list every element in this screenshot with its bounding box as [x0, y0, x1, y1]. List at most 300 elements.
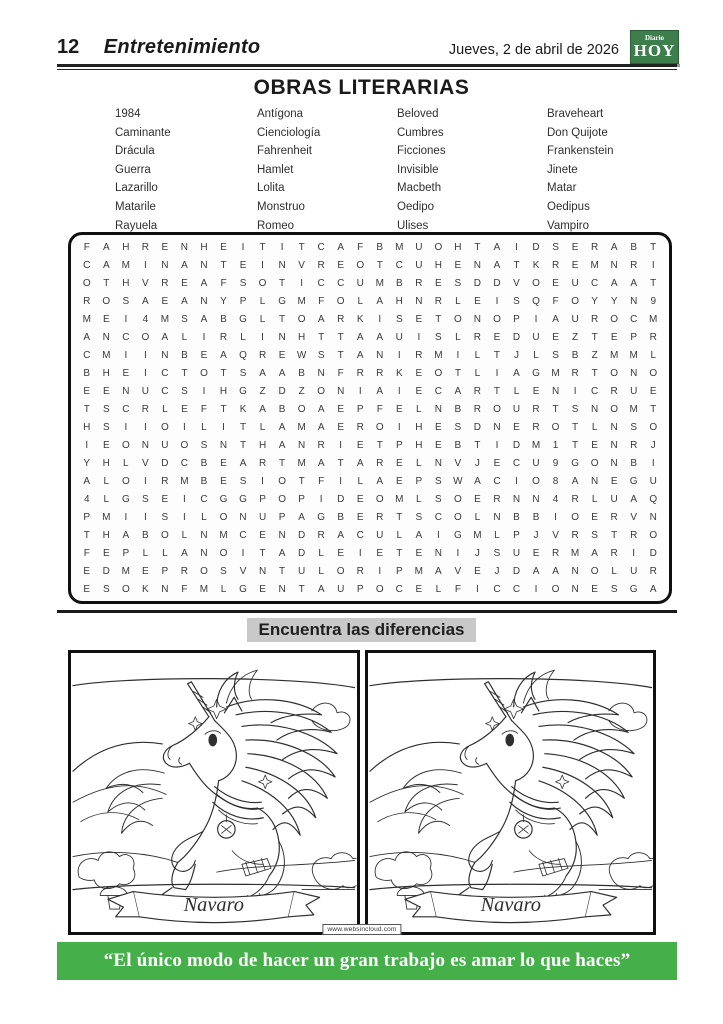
grid-letter: I — [241, 241, 245, 253]
grid-letter: R — [161, 475, 169, 487]
grid-letter: N — [278, 331, 286, 343]
grid-letter: N — [571, 583, 579, 595]
grid-letter: M — [551, 367, 560, 379]
grid-letter: 9 — [552, 457, 559, 469]
grid-letter: S — [220, 565, 227, 577]
quote-bar — [57, 942, 677, 980]
grid-letter: C — [161, 367, 169, 379]
grid-letter: O — [121, 475, 130, 487]
grid-letter: M — [160, 313, 170, 325]
grid-letter: S — [415, 511, 423, 523]
grid-letter: E — [395, 475, 403, 487]
grid-letter: H — [258, 439, 267, 451]
grid-letter: A — [317, 583, 325, 595]
word-item: Monstruo — [257, 200, 305, 213]
grid-letter: T — [220, 403, 227, 415]
grid-letter: 1 — [552, 439, 559, 451]
grid-letter: N — [571, 565, 579, 577]
grid-letter: M — [297, 421, 306, 433]
grid-letter: H — [434, 259, 442, 271]
grid-letter: T — [279, 313, 286, 325]
grid-letter: A — [317, 421, 325, 433]
grid-letter: I — [358, 547, 362, 559]
grid-letter: S — [552, 349, 559, 361]
grid-letter: R — [356, 367, 364, 379]
grid-letter: B — [83, 367, 91, 379]
grid-letter: D — [473, 277, 482, 289]
grid-letter: N — [434, 547, 442, 559]
grid-letter: T — [83, 529, 90, 541]
grid-letter: Z — [591, 349, 598, 361]
grid-letter: V — [298, 259, 305, 271]
grid-letter: R — [356, 565, 364, 577]
grid-letter: U — [356, 277, 364, 289]
grid-letter: A — [278, 421, 286, 433]
grid-letter: L — [494, 529, 500, 541]
grid-letter: O — [102, 295, 111, 307]
grid-letter: R — [376, 457, 384, 469]
grid-letter: U — [337, 583, 345, 595]
grid-letter: N — [141, 439, 149, 451]
grid-letter: A — [532, 565, 540, 577]
grid-letter: I — [436, 529, 440, 541]
grid-letter: I — [241, 547, 245, 559]
grid-letter: C — [317, 277, 325, 289]
grid-letter: I — [319, 493, 323, 505]
grid-letter: I — [651, 259, 655, 271]
logo-top-text: Diario — [644, 34, 665, 42]
grid-letter: A — [610, 277, 618, 289]
word-column — [547, 105, 613, 235]
grid-letter: N — [532, 493, 540, 505]
grid-letter: L — [259, 421, 266, 433]
grid-letter: N — [200, 547, 208, 559]
grid-letter: R — [473, 403, 482, 415]
grid-letter: O — [161, 529, 169, 541]
grid-letter: P — [298, 493, 305, 505]
grid-letter: A — [161, 331, 169, 343]
grid-letter: T — [650, 403, 657, 415]
grid-letter: M — [590, 259, 599, 271]
wordsearch-grid-frame — [68, 232, 672, 604]
grid-letter: T — [318, 331, 325, 343]
grid-letter: I — [183, 493, 186, 505]
grid-letter: Y — [220, 295, 227, 307]
grid-letter: J — [513, 349, 519, 361]
header-rule-thick — [57, 64, 677, 67]
word-item: Caminante — [115, 126, 171, 139]
grid-letter: N — [610, 439, 618, 451]
grid-letter: A — [552, 313, 559, 325]
grid-letter: R — [161, 277, 169, 289]
word-item: Beloved — [397, 108, 439, 120]
grid-letter: A — [83, 475, 91, 487]
grid-letter: S — [454, 421, 462, 433]
grid-letter: T — [493, 385, 500, 397]
grid-letter: N — [493, 511, 501, 523]
grid-letter: E — [122, 367, 130, 379]
grid-letter: O — [571, 295, 579, 307]
grid-letter: P — [356, 583, 364, 595]
grid-letter: N — [610, 421, 618, 433]
grid-letter: R — [415, 349, 423, 361]
grid-letter: P — [356, 403, 364, 415]
grid-letter: H — [83, 421, 91, 433]
grid-letter: A — [356, 457, 364, 469]
grid-letter: M — [570, 547, 580, 559]
grid-letter: R — [83, 295, 91, 307]
grid-letter: L — [201, 421, 207, 433]
grid-letter: L — [357, 295, 363, 307]
grid-letter: O — [434, 367, 443, 379]
grid-letter: T — [650, 241, 657, 253]
grid-letter: T — [259, 241, 266, 253]
grid-letter: N — [298, 439, 306, 451]
grid-letter: E — [649, 385, 657, 397]
word-item: Fahrenheit — [257, 145, 312, 158]
grid-letter: D — [102, 565, 110, 577]
grid-letter: E — [395, 457, 403, 469]
grid-letter: E — [337, 547, 345, 559]
section-title: Entretenimiento — [103, 36, 261, 58]
grid-letter: M — [121, 259, 130, 271]
differences-title: Encuentra las diferencias — [247, 618, 477, 642]
grid-letter: N — [337, 385, 345, 397]
grid-letter: O — [317, 385, 326, 397]
grid-letter: A — [181, 547, 188, 559]
word-item: Ficciones — [397, 145, 446, 158]
grid-letter: T — [337, 457, 344, 469]
grid-letter: S — [513, 295, 520, 307]
grid-letter: E — [356, 439, 364, 451]
grid-letter: N — [591, 403, 599, 415]
grid-letter: M — [180, 475, 189, 487]
grid-letter: R — [493, 493, 501, 505]
word-item: Vampiro — [547, 219, 589, 232]
grid-letter: O — [161, 421, 169, 433]
banner-text-left: Navaro — [183, 893, 244, 916]
grid-letter: H — [122, 241, 130, 253]
grid-letter: O — [610, 367, 619, 379]
grid-letter: Z — [259, 385, 266, 397]
grid-letter: E — [259, 529, 266, 541]
grid-letter: E — [337, 421, 345, 433]
grid-letter: Q — [649, 493, 658, 505]
grid-letter: I — [417, 331, 421, 343]
grid-letter: O — [649, 529, 658, 541]
grid-letter: N — [473, 259, 482, 271]
grid-letter: N — [434, 403, 442, 415]
grid-letter: O — [551, 583, 560, 595]
grid-letter: R — [630, 529, 638, 541]
grid-letter: N — [161, 259, 169, 271]
grid-letter: D — [512, 331, 521, 343]
grid-letter: E — [102, 385, 110, 397]
grid-letter: H — [395, 295, 403, 307]
grid-letter: A — [630, 277, 638, 289]
grid-letter: T — [279, 565, 286, 577]
grid-letter: G — [571, 457, 579, 469]
grid-letter: U — [415, 241, 423, 253]
grid-letter: F — [318, 475, 325, 487]
grid-letter: B — [220, 313, 227, 325]
grid-letter: S — [435, 331, 442, 343]
grid-letter: S — [435, 493, 442, 505]
grid-letter: S — [161, 511, 169, 523]
grid-letter: O — [571, 511, 579, 523]
grid-letter: A — [102, 241, 110, 253]
grid-letter: E — [259, 583, 266, 595]
grid-letter: N — [278, 259, 286, 271]
grid-letter: E — [376, 547, 384, 559]
grid-letter: N — [317, 367, 325, 379]
grid-letter: E — [610, 475, 618, 487]
grid-letter: P — [630, 331, 638, 343]
grid-letter: S — [239, 367, 247, 379]
grid-letter: G — [629, 475, 638, 487]
grid-letter: T — [239, 421, 247, 433]
grid-letter: D — [512, 439, 521, 451]
grid-letter: I — [202, 385, 206, 397]
grid-letter: T — [572, 439, 579, 451]
grid-letter: T — [298, 475, 305, 487]
grid-letter: 4 — [552, 493, 559, 505]
grid-letter: I — [495, 295, 499, 307]
grid-letter: C — [122, 331, 130, 343]
grid-letter: L — [533, 349, 539, 361]
grid-letter: E — [102, 313, 110, 325]
header-rule-thin — [57, 69, 677, 70]
grid-letter: O — [219, 547, 228, 559]
grid-letter: I — [515, 241, 518, 253]
grid-letter: E — [415, 583, 423, 595]
grid-letter: R — [591, 313, 599, 325]
grid-letter: M — [629, 349, 638, 361]
grid-letter: I — [261, 331, 264, 343]
grid-letter: L — [259, 313, 266, 325]
grid-letter: N — [200, 295, 208, 307]
grid-letter: C — [512, 583, 521, 595]
grid-letter: A — [122, 529, 130, 541]
grid-letter: O — [590, 565, 599, 577]
grid-letter: E — [552, 277, 559, 289]
grid-letter: I — [515, 475, 518, 487]
grid-letter: P — [239, 295, 247, 307]
grid-letter: O — [375, 583, 384, 595]
grid-letter: E — [356, 511, 364, 523]
grid-letter: F — [220, 277, 227, 289]
grid-letter: R — [258, 349, 267, 361]
grid-letter: D — [532, 241, 540, 253]
grid-letter: O — [121, 583, 130, 595]
grid-letter: A — [278, 439, 286, 451]
watermark-label: www.websincloud.com — [322, 924, 401, 935]
grid-letter: Y — [591, 295, 598, 307]
grid-letter: O — [610, 403, 619, 415]
grid-letter: U — [141, 385, 149, 397]
grid-letter: I — [534, 313, 538, 325]
grid-letter: 4 — [142, 313, 149, 325]
grid-letter: T — [181, 367, 188, 379]
grid-letter: O — [278, 493, 286, 505]
grid-letter: K — [532, 259, 540, 271]
grid-letter: C — [434, 385, 442, 397]
grid-letter: N — [122, 385, 130, 397]
grid-letter: I — [397, 421, 401, 433]
grid-letter: F — [357, 241, 364, 253]
grid-letter: A — [142, 295, 149, 307]
grid-letter: N — [219, 439, 228, 451]
grid-letter: T — [474, 439, 481, 451]
grid-letter: E — [571, 241, 579, 253]
grid-letter: U — [630, 385, 638, 397]
grid-letter: N — [278, 529, 286, 541]
word-item: Frankenstein — [547, 145, 614, 158]
grid-letter: I — [534, 583, 538, 595]
word-list — [57, 105, 677, 232]
grid-letter: G — [239, 385, 247, 397]
grid-letter: S — [181, 313, 188, 325]
grid-letter: P — [395, 565, 403, 577]
grid-letter: H — [122, 277, 130, 289]
grid-letter: E — [278, 349, 286, 361]
grid-letter: R — [141, 403, 149, 415]
grid-letter: B — [200, 457, 208, 469]
grid-letter: C — [395, 259, 403, 271]
grid-letter: E — [337, 403, 345, 415]
grid-letter: A — [298, 511, 305, 523]
grid-letter: I — [143, 349, 147, 361]
grid-letter: A — [317, 313, 325, 325]
grid-letter: L — [201, 511, 207, 523]
grid-letter: E — [435, 421, 442, 433]
grid-letter: C — [122, 403, 130, 415]
grid-letter: V — [630, 511, 638, 523]
grid-letter: Z — [298, 385, 305, 397]
grid-letter: S — [239, 277, 247, 289]
grid-letter: A — [317, 403, 325, 415]
grid-letter: T — [298, 583, 305, 595]
grid-letter: F — [83, 241, 90, 253]
word-item: Rayuela — [115, 219, 158, 232]
grid-letter: O — [551, 421, 560, 433]
grid-letter: H — [454, 241, 462, 253]
grid-letter: H — [415, 421, 423, 433]
grid-letter: I — [378, 313, 382, 325]
word-item: 1984 — [115, 108, 141, 120]
grid-letter: I — [143, 367, 147, 379]
logo-main-text: HOY — [633, 41, 676, 60]
grid-letter: E — [591, 511, 598, 523]
grid-letter: U — [610, 493, 618, 505]
grid-letter: U — [571, 313, 579, 325]
grid-letter: S — [454, 277, 462, 289]
grid-letter: I — [143, 259, 147, 271]
grid-letter: A — [591, 547, 598, 559]
grid-letter: N — [376, 349, 384, 361]
grid-letter: I — [456, 349, 460, 361]
grid-letter: Z — [572, 331, 579, 343]
grid-letter: D — [493, 277, 501, 289]
banner-text-right: Navaro — [480, 893, 541, 916]
grid-letter: F — [181, 583, 188, 595]
grid-letter: C — [591, 385, 599, 397]
grid-letter: I — [183, 421, 186, 433]
word-item: Lazarillo — [115, 182, 158, 195]
grid-letter: S — [552, 241, 559, 253]
grid-letter: A — [278, 547, 286, 559]
grid-letter: A — [435, 565, 442, 577]
grid-letter: S — [591, 529, 598, 541]
grid-letter: O — [82, 277, 91, 289]
grid-letter: O — [454, 511, 462, 523]
grid-letter: A — [376, 331, 384, 343]
grid-letter: R — [630, 439, 638, 451]
grid-letter: B — [278, 403, 286, 415]
grid-letter: A — [239, 457, 247, 469]
grid-letter: E — [415, 313, 423, 325]
grid-letter: N — [258, 565, 267, 577]
grid-letter: S — [200, 439, 208, 451]
grid-letter: H — [102, 367, 110, 379]
word-column — [397, 105, 446, 235]
grid-letter: N — [180, 241, 189, 253]
grid-letter: I — [573, 385, 577, 397]
page-number: 12 — [57, 36, 80, 58]
grid-letter: O — [297, 403, 306, 415]
grid-letter: C — [83, 259, 91, 271]
word-item: Matar — [547, 182, 577, 195]
grid-letter: E — [161, 241, 169, 253]
word-item: Don Quijote — [547, 126, 608, 139]
grid-letter: I — [202, 331, 206, 343]
grid-letter: L — [220, 583, 227, 595]
grid-letter: L — [416, 457, 422, 469]
grid-letter: G — [454, 529, 462, 541]
section-divider — [57, 610, 677, 613]
grid-letter: L — [318, 565, 324, 577]
grid-letter: T — [220, 259, 227, 271]
grid-letter: R — [219, 331, 228, 343]
grid-letter: S — [493, 547, 501, 559]
grid-letter: A — [259, 403, 266, 415]
grid-letter: E — [532, 547, 540, 559]
grid-letter: L — [162, 403, 168, 415]
grid-letter: S — [317, 349, 325, 361]
grid-letter: M — [531, 439, 541, 451]
grid-letter: R — [258, 457, 267, 469]
grid-letter: L — [318, 547, 324, 559]
word-item: Antígona — [257, 108, 304, 120]
grid-letter: O — [434, 241, 443, 253]
grid-letter: E — [571, 259, 579, 271]
grid-letter: L — [416, 403, 422, 415]
grid-letter: H — [200, 241, 208, 253]
grid-letter: I — [397, 349, 401, 361]
grid-letter: L — [123, 457, 129, 469]
grid-letter: A — [493, 241, 501, 253]
differences-panels — [68, 650, 656, 935]
grid-letter: P — [161, 565, 169, 577]
grid-letter: B — [454, 439, 462, 451]
grid-letter: P — [259, 493, 266, 505]
unicorn-drawing-right — [368, 653, 654, 932]
grid-letter: F — [454, 583, 461, 595]
grid-letter: R — [610, 547, 618, 559]
grid-letter: N — [434, 457, 442, 469]
grid-letter: U — [395, 331, 403, 343]
grid-letter: C — [630, 313, 638, 325]
